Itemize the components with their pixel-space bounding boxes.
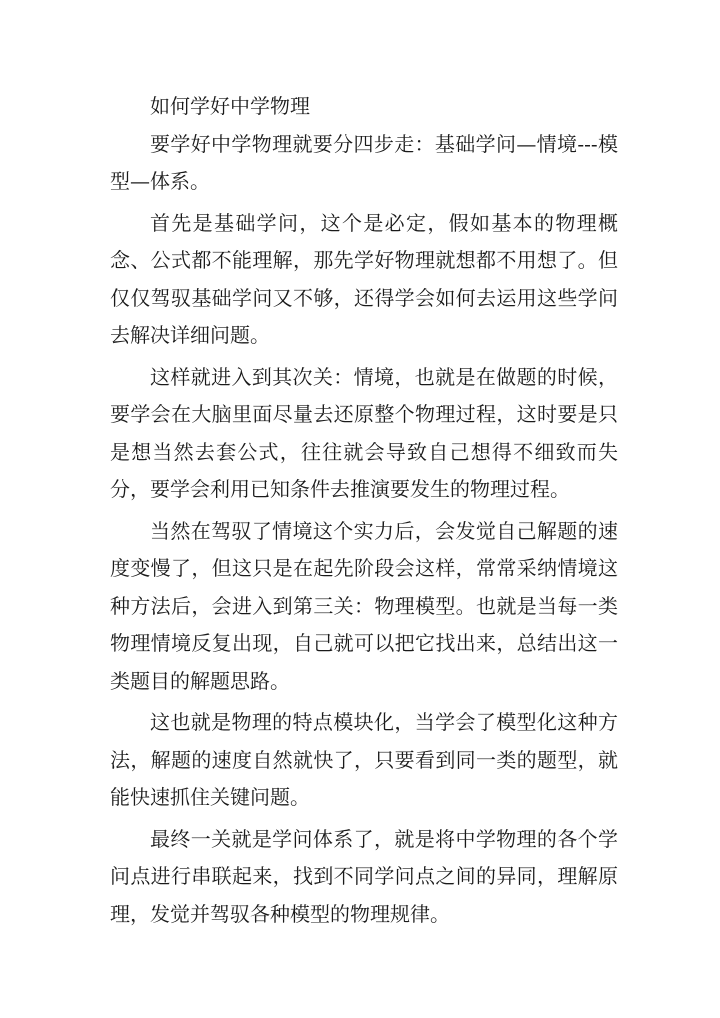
paragraph: 当然在驾驭了情境这个实力后，会发觉自己解题的速度变慢了，但这只是在起先阶段会这样，常常采纳情境这种方法后，会进入到第三关：物理模型。也就是当每一类物理情境反复出现，自己就可以把它找出来，总结出这一类题目的解题思路。 <box>110 518 618 693</box>
document-title: 如何学好中学物理 <box>150 94 310 118</box>
paragraph: 要学好中学物理就要分四步走：基础学问—情境---模型—体系。 <box>110 131 618 193</box>
paragraph: 首先是基础学问，这个是必定，假如基本的物理概念、公式都不能理解，那先学好物理就想都不用想了。但仅仅驾驭基础学问又不够，还得学会如何去运用这些学问去解决详细问题。 <box>110 210 618 347</box>
paragraph: 最终一关就是学问体系了，就是将中学物理的各个学问点进行串联起来，找到不同学问点之间的异同，理解原理，发觉并驾驭各种模型的物理规律。 <box>110 826 618 926</box>
document-body <box>110 88 618 937</box>
paragraph: 这样就进入到其次关：情境，也就是在做题的时候，要学会在大脑里面尽量去还原整个物理过程，这时要是只是想当然去套公式，往往就会导致自己想得不细致而失分，要学会利用已知条件去推演要发生的物理过程。 <box>110 364 618 501</box>
paragraph: 这也就是物理的特点模块化，当学会了模型化这种方法，解题的速度自然就快了，只要看到同一类的题型，就能快速抓住关键问题。 <box>110 710 618 809</box>
